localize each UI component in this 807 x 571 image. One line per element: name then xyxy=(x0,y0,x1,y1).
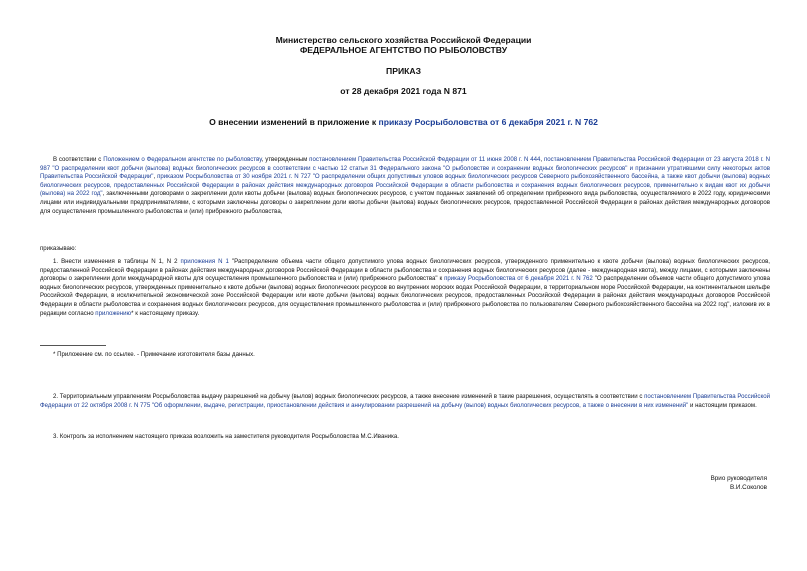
p2-link-appendix[interactable]: приложению xyxy=(95,309,132,317)
p1-text-3: , xyxy=(153,173,158,181)
footnote: * Приложение см. по ссылке. - Примечание изготовителя базы данных. xyxy=(53,351,255,358)
p2-link-order-762[interactable]: приказу Росрыболовства от 6 декабря 2021 г. N 762 xyxy=(444,275,593,283)
p1-text-2: , xyxy=(540,156,544,163)
p3-text-1: и настоящим приказом. xyxy=(688,401,757,409)
p1-link-regulation[interactable]: Положением о Федеральном агентстве по рыболовству xyxy=(103,156,262,163)
paragraph-item-2 xyxy=(40,393,770,410)
p3-text-0: 2. Территориальным управлениям Росрыболовства выдачу разрешений на добычу (вылов) водных биологических ресурсов, а также внесение изменений в такие разрешения, осуществлять в соответствии с xyxy=(53,393,645,400)
signature-name: В.И.Соколов xyxy=(729,484,767,491)
footnote-divider xyxy=(40,345,106,346)
p2-text-2: "О распределении объемов части общего допустимого улова водных биологических ресурсов, утвержденных применительно к квоте добычи (вылова) водных биологических ресурсов во внутренних морских водах Российской Федерации, в территориальном море Российской Федерации, на континентальном шельфе Российской Федерации, в исключительной экономической зоне Российской Федерации или квоте добычи (вылова) водных биологических ресурсов, предоставленных Российской Федерации в районах действия международных договоров Российской Федерации в области рыболовства и сохранения водных биологических ресурсов, для осуществления промышленного рыболовства и (или) прибрежного рыболовства по пользователям Северного рыбохозяйственного бассейна на 2022 год", изложив их в редакции согласно xyxy=(40,275,770,317)
p2-text-1: "Распределение объема части общего допустимого улова водных биологических ресурсов, утвержденного применительно к квоте добычи (вылова) водных биологических ресурсов, предоставленной Российской Федерации в районах действия международных договоров Российской Федерации в области рыболовства и сохранения водных биологических ресурсов (далее - международная квота), между лицами, с которыми заключены договоры о закреплении доли международной квоты для осуществления промышленного рыболовства и (или) прибрежного рыболовства" к xyxy=(40,258,770,283)
p1-link-order-727[interactable]: приказом Росрыболовства от 30 ноября 2021 г. N 727 "О распределении общих допустимых уловов водных биологических ресурсов Северного рыбохозяйственного бассейна, а также квот добычи (вылова) водных биологических ресурсов, предоставленных Российской Федерации в районах действия международных договоров Российской Федерации в области рыболовства и сохранения водных биологических ресурсов, применительно к видам квот их добычи (вылова) на 2022 год" xyxy=(40,173,770,198)
paragraph-preamble xyxy=(40,156,770,216)
p3-link-decree-775[interactable]: постановлением Правительства Российской Федерации от 22 октября 2008 г. N 775 "Об оформлении, выдаче, регистрации, приостановлении действия и аннулировании разрешений на добычу (вылов) водных биологических ресурсов, а также о внесении в них изменений" xyxy=(40,393,770,409)
ministry-name: Министерство сельского хозяйства Российской Федерации xyxy=(275,35,532,45)
p2-text-3: * к настоящему приказу. xyxy=(131,309,200,317)
agency-name: ФЕДЕРАЛЬНОЕ АГЕНТСТВО ПО РЫБОЛОВСТВУ xyxy=(299,45,508,55)
title-prefix: О внесении изменений в приложение к xyxy=(209,117,379,127)
p1-text-1: , утвержденным xyxy=(261,156,310,163)
signature-position: Врио руководителя xyxy=(710,475,767,482)
p1-link-decree-444[interactable]: постановлением Правительства Российской Федерации от 11 июня 2008 г. N 444 xyxy=(309,156,541,163)
title-order-link[interactable]: приказу Росрыболовства от 6 декабря 2021 г. N 762 xyxy=(378,117,598,127)
prikazyvayu-label: приказываю: xyxy=(40,245,77,252)
p1-link-decree-987[interactable]: постановлением Правительства Российской Федерации от 23 августа 2018 г. N 987 "О распределении квот добычи (вылова) водных биологических ресурсов в соответствии с частью 12 статьи 31 Федерального закона "О рыболовстве и сохранении водных биологических ресурсов" и признании утратившими силу некоторых актов Правительства Российской Федерации" xyxy=(40,156,770,181)
p1-text-0: В соответствии с xyxy=(53,156,104,163)
p2-text-0: 1. Внести изменения в таблицы N 1, N 2 xyxy=(53,258,181,265)
paragraph-item-3: 3. Контроль за исполнением настоящего приказа возложить на заместителя руководителя Росрыболовства М.С.Иваника. xyxy=(53,433,399,440)
document-date-number: от 28 декабря 2021 года N 871 xyxy=(340,86,467,96)
p1-text-4: , заключенными договорами о закреплении доли квоты добычи (вылова) водных биологических ресурсов, с учетом поданных заявлений об определении прибрежного вида рыболовства, осуществляемого в 2022 году, юридическими лицами или индивидуальными предпринимателями, с которыми заключены договоры о закреплении доли квоты добычи (вылова) водных биологических ресурсов, предоставленной Российской Федерации в районах действия международных договоров для осуществления промышленного рыболовства и (или) прибрежного рыболовства, xyxy=(40,190,771,215)
document-type: ПРИКАЗ xyxy=(386,66,421,76)
paragraph-item-1 xyxy=(40,258,770,318)
p2-link-appendix-1[interactable]: приложения N 1 xyxy=(180,258,229,265)
document-title xyxy=(0,117,807,127)
